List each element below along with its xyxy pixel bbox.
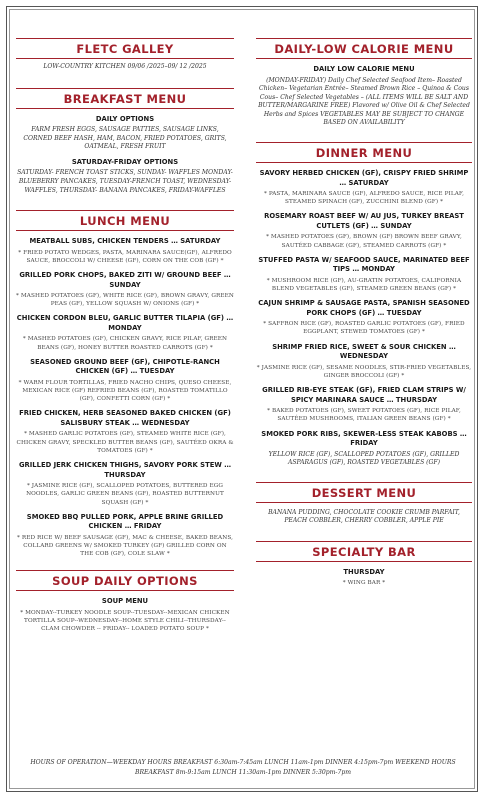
soup-desc: * MONDAY--TURKEY NOODLE SOUP--TUESDAY--MEXICAN CHICKEN TORTILLA SOUP--WEDNESDAY--HOME STYLE CHILI--THURSDAY--CLAM CHOWDER -- FRIDAY-- LOADED POTATO SOUP * xyxy=(20,609,230,633)
low-calorie-heading: DAILY LOW CALORIE MENU xyxy=(313,65,415,73)
dinner-item-heading: SAVORY HERBED CHICKEN (GF), CRISPY FRIED SHRIMP … SATURDAY xyxy=(259,169,469,187)
dinner-item-heading: CAJUN SHRIMP & SAUSAGE PASTA, SPANISH SEASONED PORK CHOPS (GF) … TUESDAY xyxy=(258,299,470,317)
galley-subtitle: LOW-COUNTRY KITCHEN 09/06 /2025–09/ 12 /2025 xyxy=(43,63,207,70)
lunch-item-heading: SEASONED GROUND BEEF (GF), CHIPOTLE-RANCH CHICKEN (GF) … TUESDAY xyxy=(30,357,220,376)
specialty-desc: * WING BAR * xyxy=(342,580,386,587)
dinner-title: DINNER MENU xyxy=(256,142,472,163)
dinner-item-desc: * MUSHROOM RICE (GF), AU-GRATIN POTATOES, CALIFORNIA BLEND VEGETABLES (GF), STEAMED GREEN BEANS (GF) * xyxy=(266,277,462,293)
dessert-title: DESSERT MENU xyxy=(256,482,472,503)
specialty-title: SPECIALTY BAR xyxy=(256,541,472,562)
right-column xyxy=(256,38,472,588)
dinner-item-desc: * PASTA, MARINARA SAUCE (GF), ALFREDO SAUCE, RICE PILAF, STEAMED SPINACH (GF), ZUCCHINI BLEND (GF) * xyxy=(263,191,465,206)
dessert-text: BANANA PUDDING, CHOCOLATE COOKIE CRUMB PARFAIT, PEACH COBBLER, CHERRY COBBLER, APPLE PIE xyxy=(268,508,460,525)
low-calorie-title: DAILY-LOW CALORIE MENU xyxy=(256,38,472,59)
soup-heading: SOUP MENU xyxy=(101,597,149,606)
low-calorie-text: (MONDAY-FRIDAY) Daily Chef Selected Seafood Item– Roasted Chicken– Vegetarian Entrée– Steamed Brown Rice – Quinoa & Cous Cous– Chef Selected Vegetables – (ALL ITEMS WILL BE SALT AND BUTTER/MARGARINE FREE) Flavored w/ Olive Oil & Chef Selected Herbs and Spices VEGETABLES MAY BE SUBJECT TO CHANGE BASED ON AVAILABILITY xyxy=(258,76,470,127)
specialty-heading: THURSDAY xyxy=(343,567,385,576)
soup-title: SOUP DAILY OPTIONS xyxy=(16,570,234,591)
breakfast-weekly-text: SATURDAY- FRENCH TOAST STICKS, SUNDAY- WAFFLES MONDAY- BLUEBERRY PANCAKES, TUESDAY-FRENCH TOAST, WEDNESDAY- WAFFLES, THURSDAY- BANANA PANCAKES, FRIDAY-WAFFLES xyxy=(17,169,233,194)
lunch-item-heading: GRILLED PORK CHOPS, BAKED ZITI W/ GROUND BEEF … SUNDAY xyxy=(19,271,231,289)
lunch-item-desc: * RED RICE W/ BEEF SAUSAGE (GF), MAC & CHEESE, BAKED BEANS, COLLARD GREENS W/ SMOKED TURKEY (GF) GRILLED CORN ON THE COB (GF), COLE SLAW * xyxy=(16,534,234,558)
lunch-item-heading: FRIED CHICKEN, HERB SEASONED BAKED CHICKEN (GF) SALISBURY STEAK … WEDNESDAY xyxy=(19,409,231,427)
dinner-item-desc: * JASMINE RICE (GF), SESAME NOODLES, STIR-FRIED VEGETABLES, GINGER BROCCOLI (GF) * xyxy=(256,364,472,379)
dinner-item-desc: * SAFFRON RICE (GF), ROASTED GARLIC POTATOES (GF), FRIED EGGPLANT, STEWED TOMATOES (GF) * xyxy=(263,321,465,336)
galley-title: FLETC GALLEY xyxy=(16,38,234,59)
lunch-item-heading: CHICKEN CORDON BLEU, GARLIC BUTTER TILAPIA (GF) … MONDAY xyxy=(16,314,234,332)
left-column xyxy=(16,38,234,633)
lunch-item-desc: * JASMINE RICE (GF), SCALLOPED POTATOES, BUTTERED EGG NOODLES, GARLIC GREEN BEANS (GF), ROASTED BUTTERNUT SQUASH (GF) * xyxy=(26,483,224,506)
breakfast-title: BREAKFAST MENU xyxy=(16,88,234,109)
lunch-item-desc: * WARM FLOUR TORTILLAS, FRIED NACHO CHIPS, QUESO CHEESE, MEXICAN RICE (GF) REFRIED BEANS (GF), ROASTED TOMATILLO (GF), CONFETTI CORN (GF) * xyxy=(18,379,232,403)
lunch-item-desc: * FRIED POTATO WEDGES, PASTA, MARINARA SAUCE(GF), ALFREDO SAUCE, BROCCOLI W/ CHEESE (GF), CORN ON THE COB (GF) * xyxy=(18,249,232,264)
lunch-item-desc: * MASHED GARLIC POTATOES (GF), STEAMED WHITE RICE (GF), CHICKEN GRAVY, SPECKLED BUTTER BEANS (GF), SAUTÉED OKRA & TOMATOES (GF) * xyxy=(16,431,234,454)
dinner-item-desc: * MASHED POTATOES (GF), BROWN (GF) BROWN BEEF GRAVY, SAUTÉED CABBAGE (GF), STEAMED CARROTS (GF) * xyxy=(266,234,462,249)
breakfast-daily-heading: DAILY OPTIONS xyxy=(95,114,155,123)
lunch-title: LUNCH MENU xyxy=(16,210,234,231)
dinner-item-desc: * BAKED POTATOES (GF), SWEET POTATOES (GF), RICE PILAF, SAUTÉED MUSHROOMS, ITALIAN GREEN BEANS (GF) * xyxy=(267,408,461,423)
dinner-item-heading: GRILLED RIB-EYE STEAK (GF), FRIED CLAM STRIPS W/ SPICY MARINARA SAUCE … THURSDAY xyxy=(262,386,466,404)
dinner-item-heading: SMOKED PORK RIBS, SKEWER-LESS STEAK KABOBS … FRIDAY xyxy=(261,429,467,447)
lunch-item-desc: * MASHED POTATOES (GF), CHICKEN GRAVY, RICE PILAF, GREEN BEANS (GF), HONEY BUTTER ROASTED CARROTS (GF) * xyxy=(22,336,228,351)
lunch-item-desc: * MASHED POTATOES (GF), WHITE RICE (GF), BROWN GRAVY, GREEN PEAS (GF), YELLOW SQUASH W/ ONIONS (GF) * xyxy=(16,293,234,308)
lunch-item-heading: MEATBALL SUBS, CHICKEN TENDERS … SATURDAY xyxy=(29,237,221,246)
lunch-item-heading: SMOKED BBQ PULLED PORK, APPLE BRINE GRILLED CHICKEN … FRIDAY xyxy=(26,512,224,531)
dinner-item-desc: YELLOW RICE (GF), SCALLOPED POTATOES (GF), GRILLED ASPARAGUS (GF), ROASTED VEGETABLES (GF) xyxy=(268,450,460,467)
hours-of-operation: HOURS OF OPERATION—WEEKDAY HOURS BREAKFAST 6:30am-7:45am LUNCH 11am-1pm DINNER 4:15pm-7pm WEEKEND HOURS BREAKFAST 8m-9:15am LUNCH 11:30am-1pm DINNER 5:30pm-7pm xyxy=(30,759,456,776)
dinner-item-heading: SHRIMP FRIED RICE, SWEET & SOUR CHICKEN … WEDNESDAY xyxy=(272,342,456,361)
dinner-item-heading: ROSEMARY ROAST BEEF W/ AU JUS, TURKEY BREAST CUTLETS (GF) … SUNDAY xyxy=(264,212,464,230)
dinner-item-heading: STUFFED PASTA W/ SEAFOOD SAUCE, MARINATED BEEF TIPS … MONDAY xyxy=(258,255,470,274)
lunch-item-heading: GRILLED JERK CHICKEN THIGHS, SAVORY PORK STEW … THURSDAY xyxy=(18,461,232,479)
breakfast-weekly-heading: SATURDAY-FRIDAY OPTIONS xyxy=(71,157,179,166)
breakfast-daily-text: FARM FRESH EGGS, SAUSAGE PATTIES, SAUSAGE LINKS, CORNED BEEF HASH, HAM, BACON, FRIED POTATOES, GRITS, OATMEAL, FRESH FRUIT xyxy=(23,126,227,151)
